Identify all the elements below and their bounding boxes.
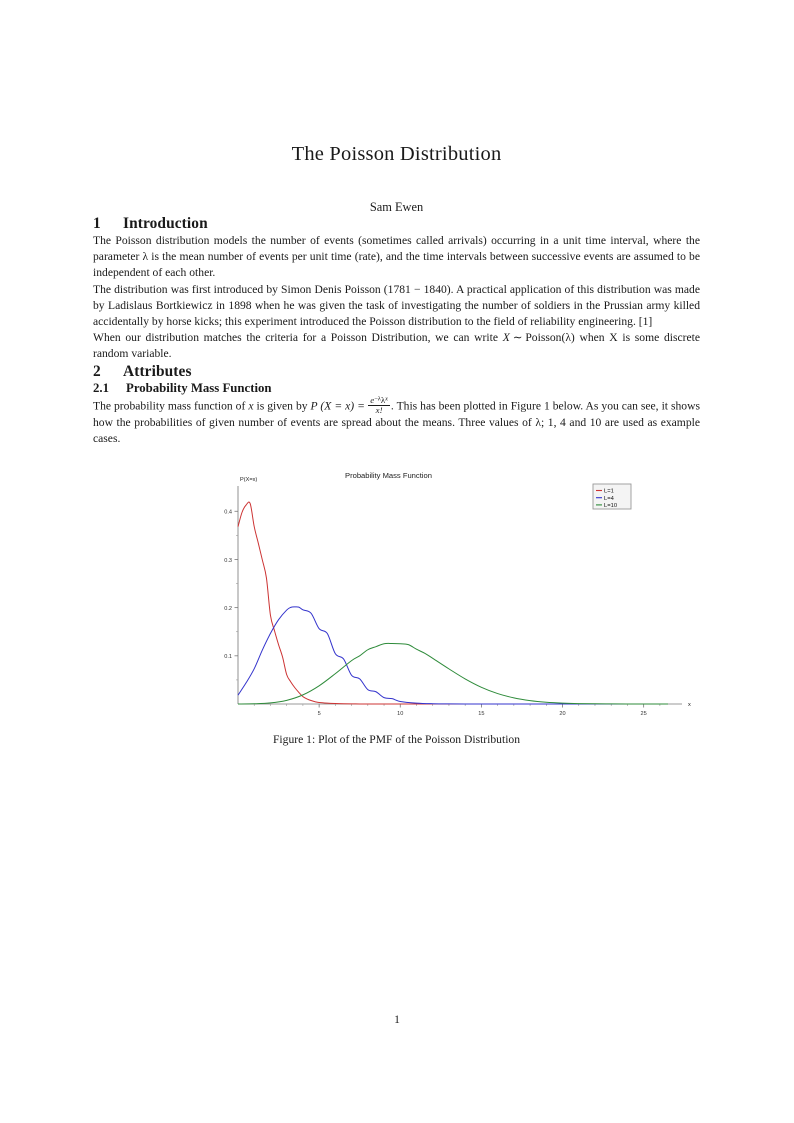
pmf-text-mid: is given by: [253, 399, 311, 413]
intro-p3-text-after: when X is some discrete random variable.: [93, 331, 701, 361]
x-tick-label: 10: [397, 710, 404, 717]
y-tick-label: 0.4: [224, 509, 232, 516]
pmf-formula-lhs: P (X = x) =: [310, 399, 365, 413]
subsection-title: Probability Mass Function: [126, 380, 272, 395]
math-tilde-operator: ∼: [512, 331, 523, 345]
page-number: 1: [394, 1013, 400, 1026]
chart-series-line: [238, 643, 668, 704]
x-tick-label: 20: [559, 710, 566, 717]
pmf-text-before: The probability mass function of: [93, 399, 249, 413]
chart-series-line: [238, 502, 668, 704]
y-axis-label: P(X=x): [240, 476, 258, 483]
pmf-paragraph: [93, 396, 700, 448]
intro-paragraph-2: The distribution was first introduced by Simon Denis Poisson (1781 − 1840). A practical application of this distribution was made by Ladislaus Bortkiewicz in 1898 when he was given the task of investigating the number of soldiers in the Prussian army killed accidentally by horse kicks; this experiment introduced the Poisson distribution to the field of reliability engineering. [1]: [93, 282, 700, 329]
intro-p3-text-before: When our distribution matches the criteria for a Poisson Distribution, we can write: [93, 331, 503, 345]
intro-paragraph-1: The Poisson distribution models the number of events (sometimes called arrivals) occurring in a unit time interval, where the parameter λ is the mean number of events per unit time (rate), and the time intervals between successive events are assumed to be independent of each other.: [93, 234, 700, 280]
pmf-plot: [93, 464, 700, 726]
intro-paragraph-3: [93, 330, 700, 362]
x-tick-label: 25: [640, 710, 647, 717]
document-author: Sam Ewen: [369, 200, 424, 214]
x-tick-label: 15: [478, 710, 485, 717]
section-number: 1: [93, 215, 101, 232]
section-heading-attributes: [93, 363, 700, 381]
figure-caption: Figure 1: Plot of the PMF of the Poisson Distribution: [272, 732, 521, 746]
section-title: Introduction: [123, 215, 208, 232]
legend-label: L=1: [604, 488, 614, 495]
numerator-e: e: [370, 394, 375, 405]
y-tick-label: 0.2: [224, 605, 232, 612]
math-poisson-label: Poisson: [525, 331, 562, 345]
document-title: The Poisson Distribution: [291, 143, 502, 165]
pmf-chart-svg: [93, 464, 700, 726]
figure-1: [93, 464, 700, 746]
section-number: 2: [93, 362, 101, 380]
pmf-formula-denominator: x!: [375, 404, 383, 415]
chart-series-line: [238, 607, 668, 704]
y-tick-label: 0.3: [224, 557, 232, 564]
math-variable-x: x: [248, 399, 254, 413]
section-heading-introduction: [93, 215, 700, 233]
subsection-heading-pmf: [93, 381, 700, 396]
math-lambda-argument: (λ): [561, 331, 575, 345]
numerator-lambda-exponent: x: [385, 394, 388, 402]
legend-label: L=4: [604, 495, 614, 502]
numerator-exponent: −λ: [374, 394, 381, 402]
section-title: Attributes: [123, 362, 192, 380]
chart-title: Probability Mass Function: [345, 470, 432, 480]
x-axis-label: x: [688, 701, 691, 708]
pmf-text-after: . This has been plotted in Figure 1 below. As you can see, it shows how the probabilities of given number of events are spread about the means. Three values of λ; 1, 4 and 10 are used as example cases.: [93, 399, 700, 446]
pmf-formula-fraction: [368, 396, 390, 416]
page-content: [93, 0, 700, 746]
x-tick-label: 5: [317, 710, 321, 717]
y-tick-label: 0.1: [224, 653, 232, 660]
legend-label: L=10: [604, 502, 618, 509]
math-variable-X: X: [502, 331, 510, 345]
subsection-number: 2.1: [93, 380, 109, 395]
numerator-lambda: λ: [380, 394, 386, 405]
